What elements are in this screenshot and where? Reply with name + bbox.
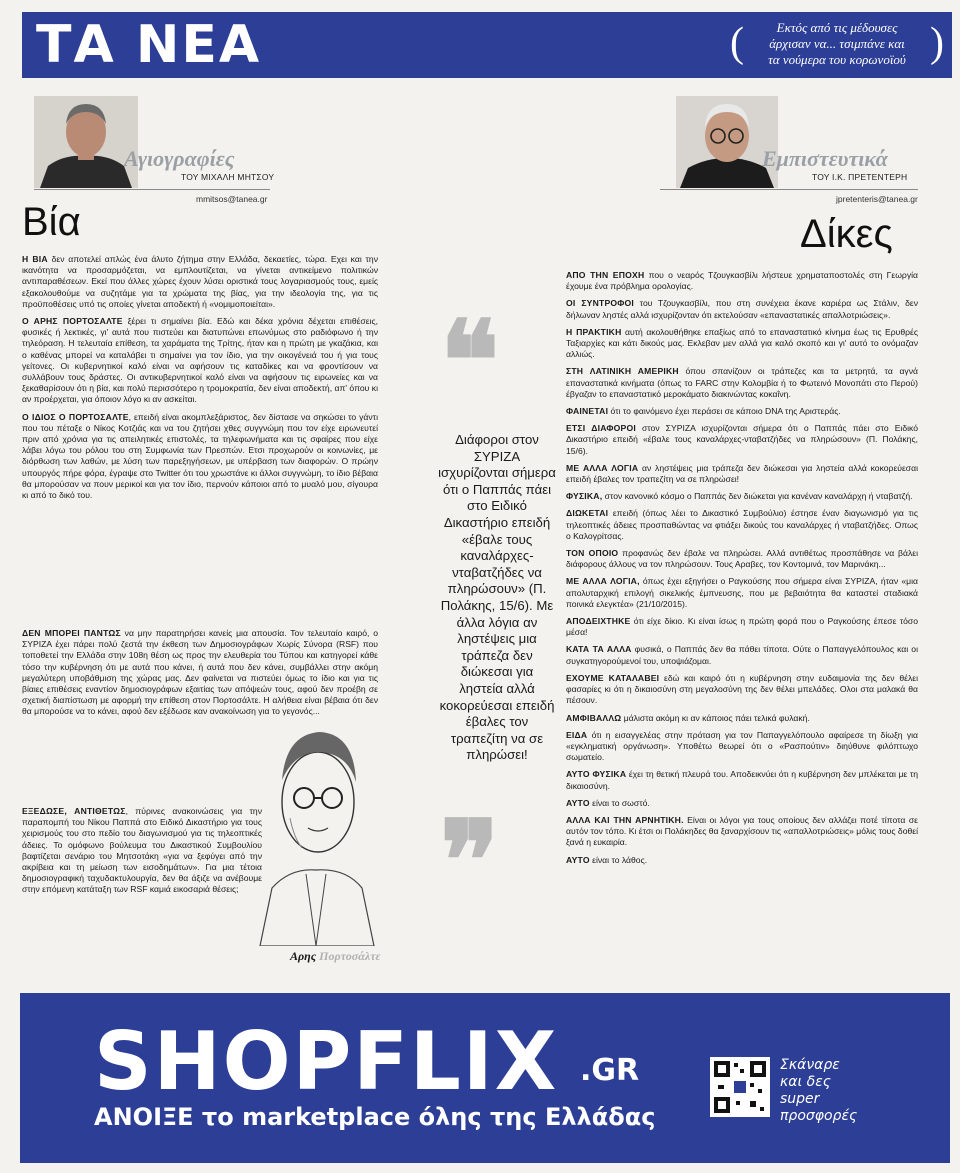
quote-open-icon: ❝ xyxy=(440,296,500,425)
paragraph: ΤΟΝ ΟΠΟΙΟ προφανώς δεν έβαλε να πληρώσει. Αλλά αντιθέτως προσπάθησε να βάλει διάφορους άλλους να τον πληρώσουν. Τους Αραβες, τον Κοντομινά, τον Μαρινάκη... xyxy=(566,548,918,570)
pull-quote: Διάφοροι στον ΣΥΡΙΖΑ ισχυρίζονται σήμερα ότι ο Παππάς πάει στο Ειδικό Δικαστήριο επειδή «έβαλε τους καναλάρχες-νταβατζήδες να πληρώσουν» (Π. Πολάκης, 15/6). Με άλλα λόγια αν ληστέψεις μια τράπεζα δεν διώκεσαι για ληστεία αλλά κοκορεύεσαι επειδή έβαλες τον τραπεζίτη να σε πληρώσει! xyxy=(438,432,556,763)
paragraph: ΟΙ ΣΥΝΤΡΟΦΟΙ του Τζουγκασβίλι, που στη συνέχεια έκανε καριέρα ως Στάλιν, δεν δήλωναν ληστές αλλά ισχυρίζονταν ότι εκτελούσαν «επαναστατικές απαλλοτριώσεις». xyxy=(566,298,918,320)
paragraph: ΜΕ ΑΛΛΑ ΛΟΓΙΑ, όπως έχει εξηγήσει ο Ραγκούσης που σήμερα είναι ΣΥΡΙΖΑ, ήταν «μια απολυταρχική επιλογή σικελικής έμπνευσης, που με βεβαιότητα θα καταστεί σταδιακά ποινικά ελεγκτέα» (21/10/2015). xyxy=(566,576,918,609)
article-body-right xyxy=(566,270,918,872)
paragraph: ΑΠΟΔΕΙΧΤΗΚΕ ότι είχε δίκιο. Κι είναι ίσως η πρώτη φορά που ο Ραγκούσης έπεσε τόσο μέσα! xyxy=(566,616,918,638)
paragraph: Ο ΙΔΙΟΣ Ο ΠΟΡΤΟΣΑΛΤΕ, επειδή είναι ακομπλεξάριστος, δεν δίστασε να σηκώσει το γάντι που του πέταξε ο Νίκος Κοτζιάς και να του ζητήσει χθες συγγνώμη που τον είχε ειρωνευτεί πριν από χρόνια για τις απειλητικές επιστολές, τα τηλεφωνήματα και τις σφαίρες που είχε λάβει λόγω του ρόλου του στη Συμφωνία των Πρεσπών. Ετσι προχωρούν οι κοινωνίες, με διόρθωση των λαθών, με λύση των παρεξηγήσεων, με υπέρβαση των διαφορών. Ο πρώην υπουργός πήρε φόρα, έγραψε στο Twitter ότι του χρωστάνε κι άλλοι συγγνώμη, το ίδιο βέβαια θα μπορούσαν να πουν μερικοί και για τον ίδιο, περνούν κάποιοι από το μυαλό μου, σίγουρα κι από το δικό του. xyxy=(22,411,378,501)
sketch-caption-last: Πορτοσάλτε xyxy=(319,949,381,963)
tagline-bracket-left: ( xyxy=(730,20,744,66)
tagline-line: Εκτός από τις μέδουσες xyxy=(776,20,898,35)
ad-domain: .GR xyxy=(580,1053,640,1088)
paragraph: ΜΕ ΑΛΛΑ ΛΟΓΙΑ αν ληστέψεις μια τράπεζα δεν διώκεσαι για ληστεία αλλά κοκορεύεσαι επειδή έβαλες τον τραπεζίτη να σε πληρώσει! xyxy=(566,462,918,485)
paragraph: Η ΠΡΑΚΤΙΚΗ αυτή ακολουθήθηκε επαξίως από το επαναστατικό κίνημα έως τις Ερυθρές Ταξιαρχίες και κάτι δικούς μας. Εκλεβαν μεν αλλά για καλό σκοπό και γι' αυτό το ονόμαζαν αλλιώς. xyxy=(566,326,918,360)
paragraph: ΔΕΝ ΜΠΟΡΕΙ ΠΑΝΤΩΣ να μην παρατηρήσει κανείς μια απουσία. Τον τελευταίο καιρό, ο ΣΥΡΙΖΑ έχει πάρει πολύ ζεστά την έκθεση των Δημοσιογράφων Χωρίς Σύνορα (RSF) που τοποθετεί την Ελλάδα στην 108η θέση ως προς την ελευθερία του Τύπου και κατηγορεί κάθε τόσο την κυβέρνηση ότι με αυτά που κάνει, ή αυτά που δεν κάνει, συμβάλλει στην ακόμη μεγαλύτερη υποβάθμιση της χώρας μας. Δεν φαίνεται να πιστεύει όμως το ίδιο και για τις βίαιες επιθέσεις εναντίον δημοσιογράφων εξαιτίας των απόψεών τους, αφού δεν προέβη σε σχετική διαπίστωση με αφορμή την επίθεση στον Πορτοσάλτε. Η αλήθεια είναι βέβαια ότι δεν θα μπορούσε να το κάνει, αφού δεν εξέδωσε καν ανακοίνωση για το γεγονός... xyxy=(22,628,378,717)
columnist-photo-mitsos xyxy=(34,96,138,188)
paragraph: ΑΠΟ ΤΗΝ ΕΠΟΧΗ που ο νεαρός Τζουγκασβίλι λήστευε χρηματαποστολές στη Γεωργία έχουμε ένα πρόβλημα ορολογίας. xyxy=(566,270,918,292)
qr-code-icon xyxy=(710,1057,770,1117)
paragraph: ΔΙΩΚΕΤΑΙ επειδή (όπως λέει το Δικαστικό Συμβούλιο) έστησε έναν διαγωνισμό για τις τηλεοπτικές άδειες προσπαθώντας να φτιάξει δικούς του καναλάρχες ή νταβατζήδες. Οπως ο Καλογρίτσας. xyxy=(566,508,918,541)
paragraph: ΦΑΙΝΕΤΑΙ ότι το φαινόμενο έχει περάσει σε κάποιο DNA της Αριστεράς. xyxy=(566,406,841,417)
columnist-email-right: jpretenteris@tanea.gr xyxy=(836,194,918,204)
columnist-photo-pretenteris xyxy=(676,96,778,188)
shopflix-advertisement[interactable] xyxy=(20,993,950,1163)
tagline-bracket-right: ) xyxy=(930,20,944,66)
paragraph: ΣΤΗ ΛΑΤΙΝΙΚΗ ΑΜΕΡΙΚΗ όπου σπανίζουν οι τράπεζες και τα μετρητά, τα αγνά επαναστατικά κινήματα (όπως το FARC στην Κολομβία ή το Φωτεινό Μονοπάτι στο Περού) έβγαζαν το επαναστατικό μεροκάματο διακινώντας κοκαΐνη. xyxy=(566,366,918,399)
ad-call-to-action: Σκάναρε και δες super προσφορές xyxy=(780,1057,858,1124)
paragraph: ΕΧΟΥΜΕ ΚΑΤΑΛΑΒΕΙ εδώ και καιρό ότι η κυβέρνηση στην ευδαιμονία της δεν θέλει φασαρίες κι ότι η δικαιοσύνη στη μεγαλοσύνη της δεν θέλει μπελάδες. Ολοι στα μαλακά θα πέσουν. xyxy=(566,672,918,706)
column-title-right: Εμπιστευτικά xyxy=(762,146,888,171)
divider-rule xyxy=(34,189,270,190)
column-byline-left: ΤΟΥ ΜΙΧΑΛΗ ΜΗΤΣΟΥ xyxy=(181,172,275,182)
article-body-left-end xyxy=(22,806,262,902)
tagline-line: τα νούμερα του κορωνοϊού xyxy=(768,52,906,67)
paragraph: ΚΑΤΑ ΤΑ ΑΛΛΑ φυσικά, ο Παππάς δεν θα πάθει τίποτα. Ούτε ο Παπαγγελόπουλος και οι συγκατηγορούμενοί του, υποψιάζομαι. xyxy=(566,644,918,666)
article-body-left xyxy=(22,254,378,507)
article-headline-right: Δίκες xyxy=(800,212,893,256)
paragraph: Η ΒΙΑ δεν αποτελεί απλώς ένα άλυτο ζήτημα στην Ελλάδα, δεκαετίες, τώρα. Εχει και την ικανότητα να προσαρμόζεται, να εμπλουτίζεται, να γίνεται αντικείμενο πολιτικών αντιπαραθέσεων. Εκεί που άλλες χώρες έχουν λύσει οριστικά τους λογαριασμούς τους, εμείς εξακολουθούμε να συζητάμε για τα χρώματα της βίας, για την ιδεολογία της, για τις προϋποθέσεις υπό τις οποίες γίνεται αποδεκτή ή «νομιμοποιείται». xyxy=(22,254,378,309)
masthead-band xyxy=(22,12,952,78)
sketch-caption-first: Αρης xyxy=(290,949,317,963)
paragraph: ΕΤΣΙ ΔΙΑΦΟΡΟΙ στον ΣΥΡΙΖΑ ισχυρίζονται σήμερα ότι ο Παππάς πάει στο Ειδικό Δικαστήριο επειδή «έβαλε τους καναλάρχες-νταβατζήδες να πληρώσουν» (Π. Πολάκης, 15/6). xyxy=(566,423,918,456)
paragraph: Ο ΑΡΗΣ ΠΟΡΤΟΣΑΛΤΕ ξέρει τι σημαίνει βία. Εδώ και δέκα χρόνια δέχεται επιθέσεις, φυσικές ή λεκτικές, γι' αυτά που πιστεύει και διατυπώνει επωνύμως στο ραδιόφωνο ή την τηλεόραση. Η τελευταία επίθεση, τα χαράματα της Τρίτης, ήταν και η πρώτη με γκαζάκια, και ο καθένας μπορεί να καταλάβει τι σημαίνει για τον ίδιο, για την οικογένειά του ή για τους γείτονες. Οι κυβερνητικοί καλό είναι να αφήσουν τις καταδίκες και να φροντίσουν να συλλάβουν τους δράστες. Οι αντικυβερνητικοί καλό είναι να αφήσουν τις ειρωνείες και να ξεκαθαρίσουν ότι η βία, και πολύ περισσότερο η τρομοκρατία, δεν είναι αποδεκτή, απ' όπου κι αν προέρχεται, για όποιον λόγο κι αν ασκείται. xyxy=(22,316,379,405)
sketch-portrait-portosalte xyxy=(250,698,380,946)
column-byline-right: ΤΟΥ Ι.Κ. ΠΡΕΤΕΝΤΕΡΗ xyxy=(812,172,908,182)
paragraph: ΑΛΛΑ ΚΑΙ ΤΗΝ ΑΡΝΗΤΙΚΗ. Είναι οι λόγοι για τους οποίους δεν αλλάζει ποτέ τίποτα σε αυτόν τον τόπο. Κι έτσι οι Πολάκηδες θα ξαναρχίσουν τις «απαλλοτριώσεις» μόλις τους δοθεί ξανά η ευκαιρία. xyxy=(566,814,918,848)
tagline-line: άρχισαν να... τσιμπάνε και xyxy=(769,36,905,51)
columnist-email-left: mmitsos@tanea.gr xyxy=(196,194,268,204)
paragraph: ΕΙΔΑ ότι η εισαγγελέας στην πρόταση για τον Παπαγγελόπουλο αφαίρεσε τη δίωξη για «εγκληματική οργάνωση». Υποθέτω θεωρεί ότι ο «Ρασπούτιν» διηύθυνε φιλόπτωχο σωματείο. xyxy=(566,729,918,763)
paragraph: ΦΥΣΙΚΑ, στον κανονικό κόσμο ο Παππάς δεν διώκεται για κανέναν καναλάρχη ή νταβατζή. xyxy=(566,491,913,502)
paragraph: ΕΞΕΔΩΣΕ, ΑΝΤΙΘΕΤΩΣ, πύρινες ανακοινώσεις για την παραπομπή του Νίκου Παππά στο Ειδικό Δικαστήριο για τους χειρισμούς του στο πεδίο του διαγωνισμού για τις τηλεοπτικές άδειες. Το ομόφωνο βούλευμα του Δικαστικού Συμβουλίου βαφτίζεται σενάριο του Μητσοτάκη «για να ξεφύγει από την ακρίβεια και τη μείωση των εισοδημάτων». Για μια τέτοια δημοσιογραφική ταχυδακτυλουργία, δεν θα άξιζε να ανέβουμε στην επόμενη κατάταξη των RSF καμιά εικοσαριά θέσεις; xyxy=(22,806,262,895)
divider-rule xyxy=(660,189,918,190)
ad-logo: SHOPFLIX xyxy=(94,1015,559,1108)
paragraph: ΑΥΤΟ είναι το σωστό. xyxy=(566,797,650,808)
paragraph: ΑΜΦΙΒΑΛΛΩ μάλιστα ακόμη κι αν κάποιος πάει τελικά φυλακή. xyxy=(566,712,810,723)
ad-slogan: ΑΝΟΙΞΕ το marketplace όλης της Ελλάδας xyxy=(94,1103,656,1131)
quote-close-icon: ❞ xyxy=(440,796,500,925)
paragraph: ΑΥΤΟ ΦΥΣΙΚΑ έχει τη θετική πλευρά του. Αποδεικνύει ότι η κυβέρνηση δεν μπλέκεται με τη δικαιοσύνη. xyxy=(566,769,918,791)
article-headline-left: Βία xyxy=(22,200,81,244)
paragraph: ΑΥΤΟ είναι το λάθος. xyxy=(566,854,648,865)
column-title-left: Αγιογραφίες xyxy=(124,146,235,171)
masthead-title: ΤΑ ΝΕΑ xyxy=(36,15,262,75)
sketch-caption xyxy=(290,949,380,964)
masthead-tagline xyxy=(730,20,944,68)
